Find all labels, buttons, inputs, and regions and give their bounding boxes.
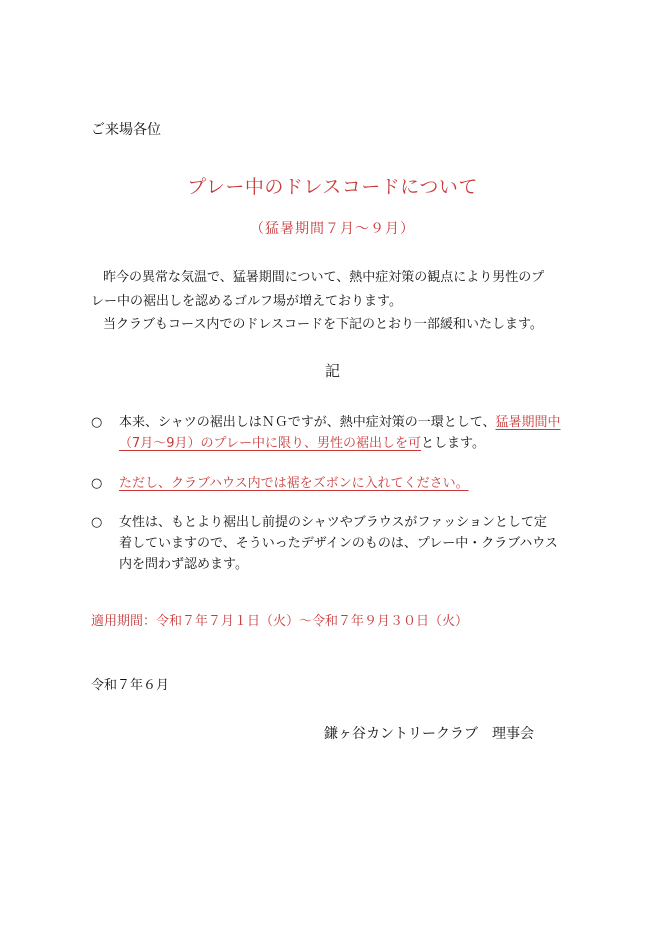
salutation: ご来場各位 — [91, 122, 161, 138]
item-1-highlight: 猛暑期間中 — [495, 415, 561, 430]
item-2-line-1 — [119, 477, 469, 490]
item-3-line-3: 内を問わず認めます。 — [119, 557, 248, 572]
item-1-text-end: とします。 — [421, 436, 485, 451]
circle-bullet-icon: ○ — [91, 476, 103, 491]
intro-line-1: 昨今の異常な気温で、猛暑期間について、熱中症対策の観点により男性のプ — [103, 270, 545, 285]
item-1-line-2 — [119, 437, 485, 450]
document-title: プレー中のドレスコードについて — [187, 176, 478, 198]
circle-bullet-icon: ○ — [91, 515, 103, 530]
item-1-text: 本来、シャツの裾出しはＮＧですが、熱中症対策の一環として、 — [119, 415, 496, 430]
circle-bullet-icon: ○ — [91, 415, 103, 430]
issue-date: 令和７年６月 — [91, 678, 170, 693]
application-period: 適用期間：令和７年７月１日（火）～令和７年９月３０日（火） — [91, 614, 469, 629]
item-2-highlight: ただし、クラブハウス内では裾をズボンに入れてください。 — [119, 476, 469, 491]
signature: 鎌ヶ谷カントリークラブ 理事会 — [324, 726, 534, 742]
intro-line-2: レー中の裾出しを認めるゴルフ場が増えております。 — [91, 294, 402, 309]
item-1-highlight-cont: （7月～9月）のプレー中に限り、男性の裾出しを可 — [119, 436, 422, 451]
document-subtitle: （猛暑期間７月～９月） — [250, 221, 415, 237]
intro-line-3: 当クラブもコース内でのドレスコードを下記のとおり一部緩和いたします。 — [103, 317, 543, 332]
item-3-line-2: 着していますので、そういったデザインのものは、プレー中・クラブハウス — [119, 536, 558, 551]
ki-heading: 記 — [324, 362, 340, 380]
item-1-line-1 — [119, 416, 561, 429]
item-3-line-1: 女性は、もとより裾出し前提のシャツやブラウスがファッションとして定 — [119, 515, 547, 530]
